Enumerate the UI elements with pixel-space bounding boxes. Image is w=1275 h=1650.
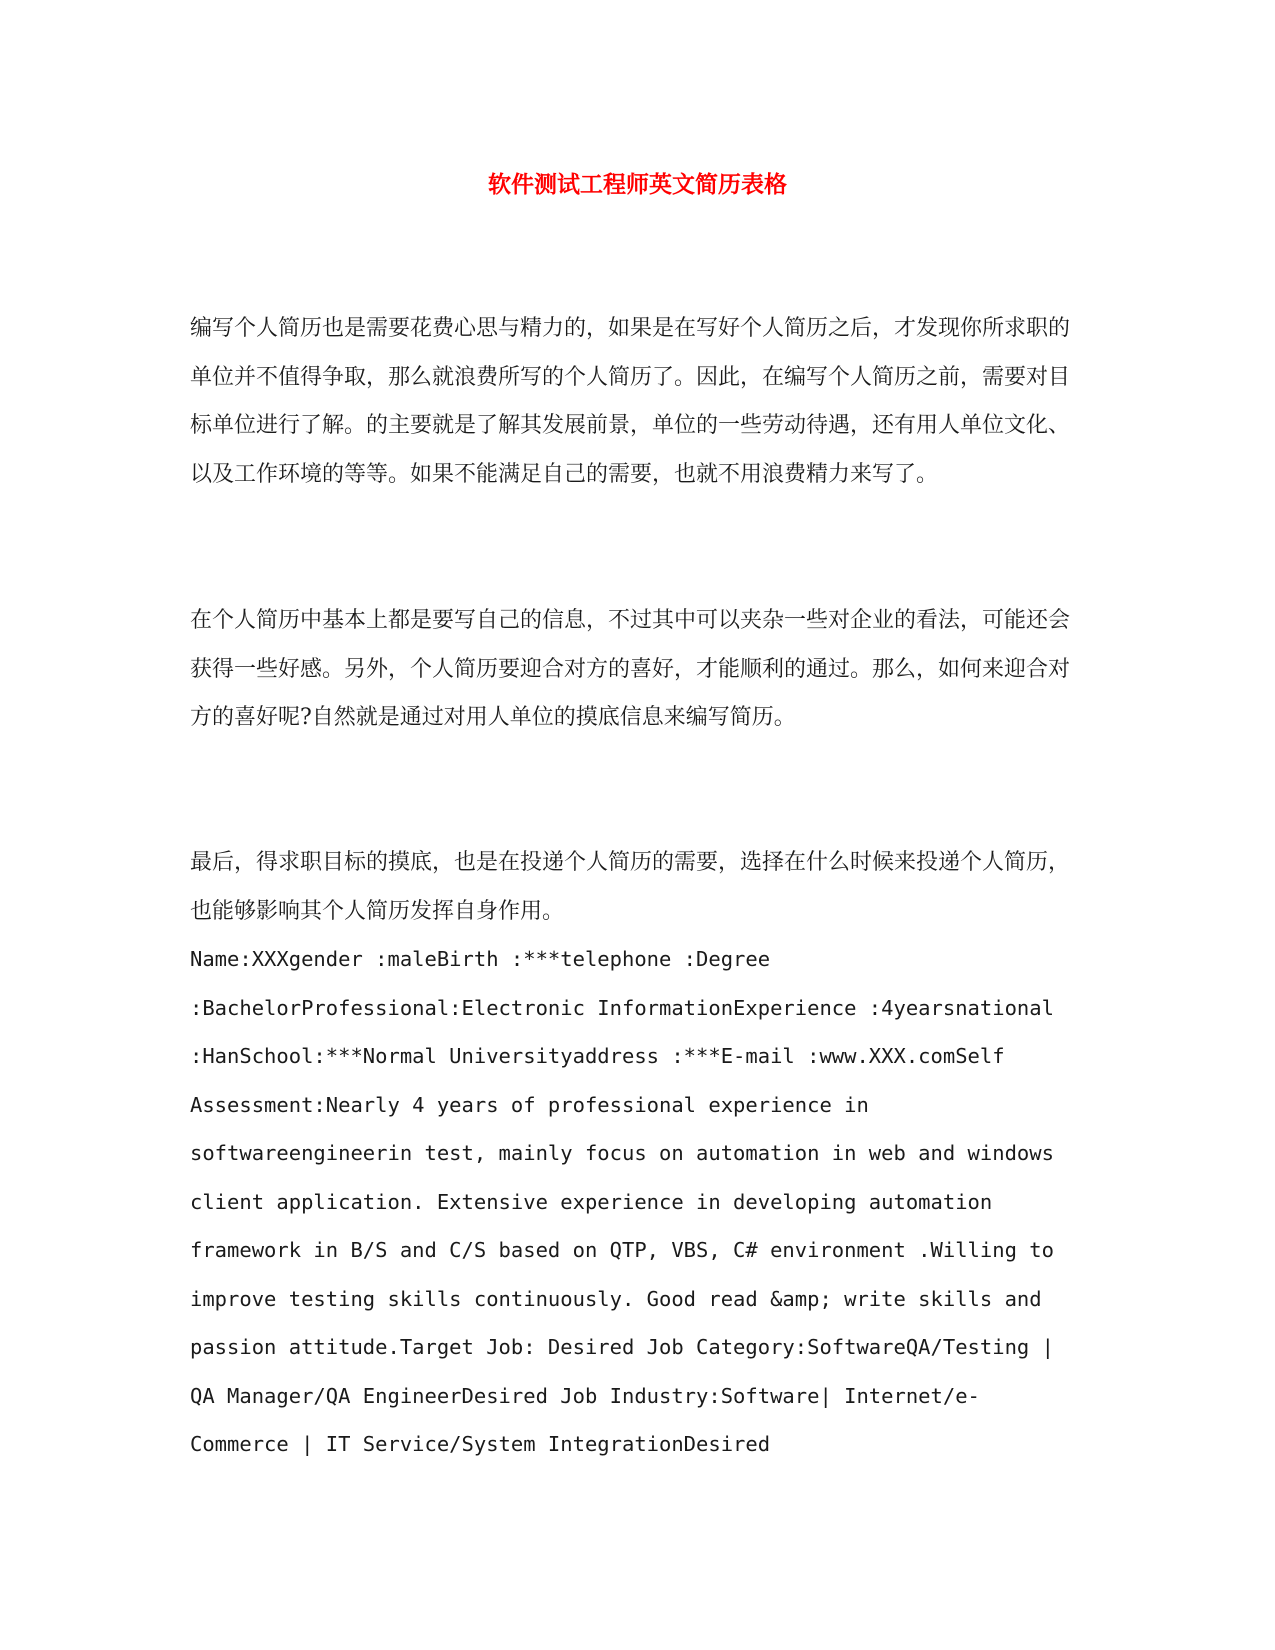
resume-english-text: Name:XXXgender :maleBirth :***telephone :Degree :BachelorProfessional:Electronic InformationExperience :4yearsnational :HanSchool:***Normal Universityaddress :***E-mail :www.XXX.comSelf Assessment:Nearly 4 years of professional experience in softwareengineerin test, mainly focus on automation in web and windows client application. Extensive experience in developing automation framework in B/S and C/S based on QTP, VBS, C# environment .Willing to improve testing skills continuously. Good read &amp; write skills and passion attitude.Target Job: Desired Job Category:SoftwareQA/Testing | QA Manager/QA EngineerDesired Job Industry:Software| Internet/e- Commerce | IT Service/System IntegrationDesired <box>190 947 1054 1456</box>
paragraph-conclusion: 最后，得求职目标的摸底，也是在投递个人简历的需要，选择在什么时候来投递个人简历，也能够影响其个人简历发挥自身作用。 <box>190 850 1071 924</box>
document-title: 软件测试工程师英文简历表格 <box>488 171 787 198</box>
paragraph-intro: 编写个人简历也是需要花费心思与精力的，如果是在写好个人简历之后，才发现你所求职的单位并不值得争取，那么就浪费所写的个人简历了。因此，在编写个人简历之前，需要对目标单位进行了解。的主要就是了解其发展前景，单位的一些劳动待遇，还有用人单位文化、以及工作环境的等等。如果不能满足自己的需要，也就不用浪费精力来写了。 <box>190 316 1071 487</box>
paragraph-content: 在个人简历中基本上都是要写自己的信息，不过其中可以夹杂一些对企业的看法，可能还会获得一些好感。另外，个人简历要迎合对方的喜好，才能顺利的通过。那么，如何来迎合对方的喜好呢?自然就是通过对用人单位的摸底信息来编写简历。 <box>190 608 1071 730</box>
